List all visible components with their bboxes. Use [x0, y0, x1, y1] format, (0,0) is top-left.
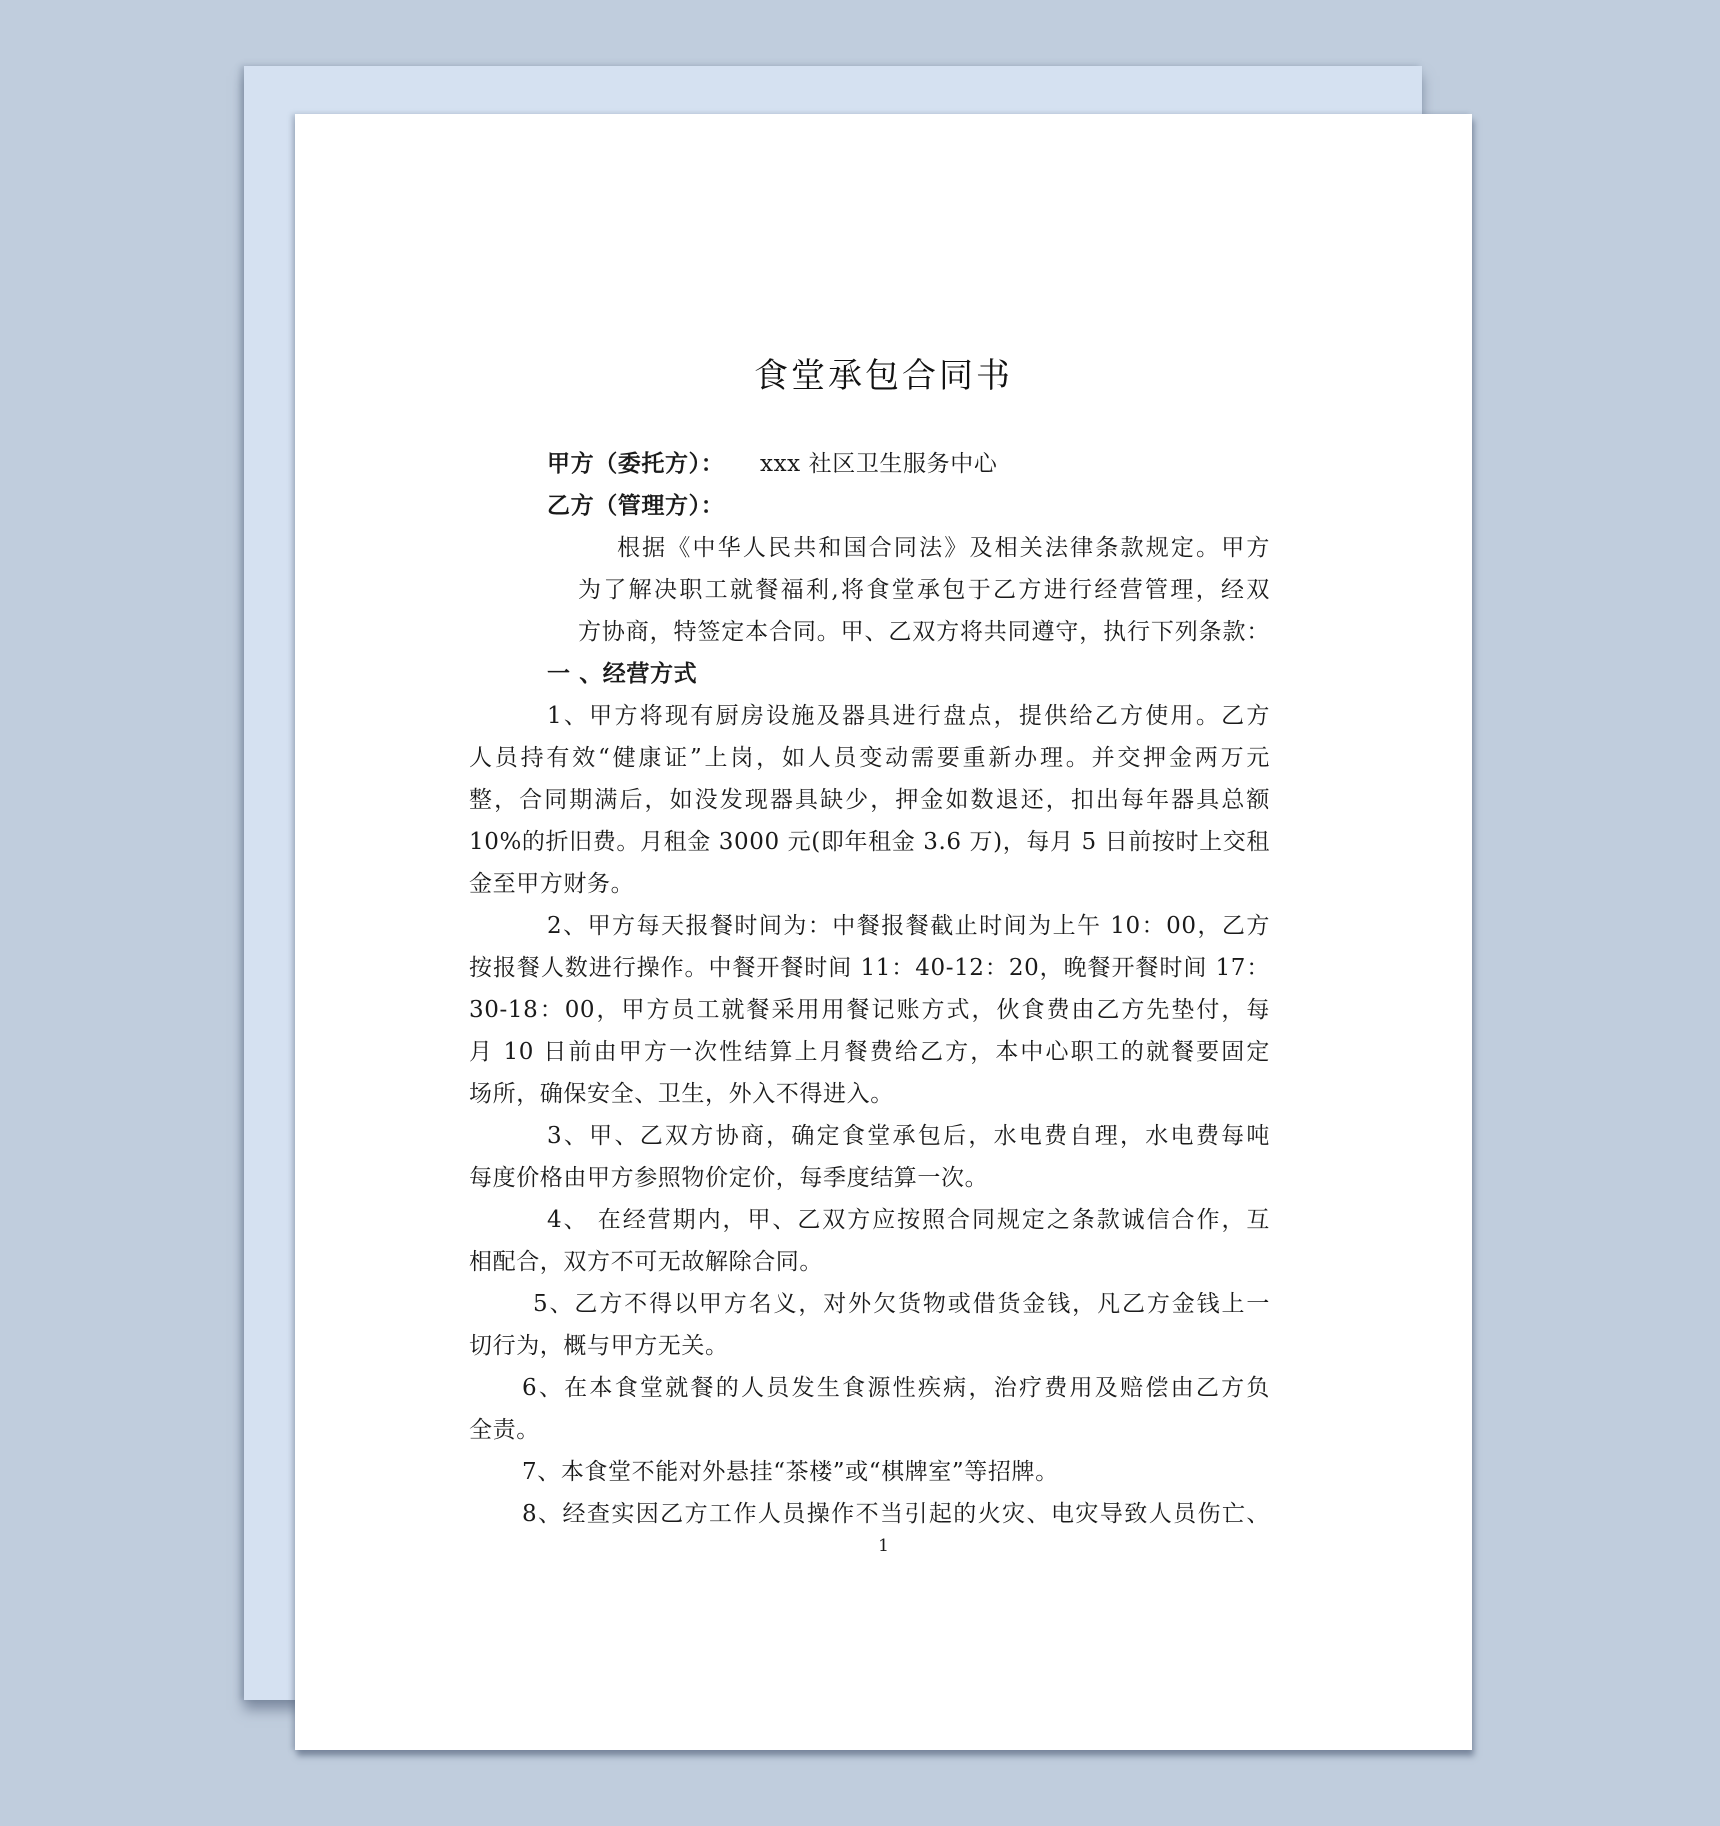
clause-line: 10%的折旧费。月租金 3000 元(即年租金 3.6 万)，每月 5 日前按时上交租: [469, 829, 1270, 855]
clause-line: 4、 在经营期内，甲、乙双方应按照合同规定之条款诚信合作，互: [547, 1207, 1270, 1233]
clause-line: 8、经查实因乙方工作人员操作不当引起的火灾、电灾导致人员伤亡、: [522, 1501, 1270, 1527]
clause-line: 金至甲方财务。: [469, 871, 635, 897]
clause-line: 月 10 日前由甲方一次性结算上月餐费给乙方，本中心职工的就餐要固定: [469, 1039, 1270, 1065]
clause-line: 30-18：00，甲方员工就餐采用用餐记账方式，伙食费由乙方先垫付，每: [469, 997, 1270, 1023]
document-page: [295, 114, 1472, 1750]
document-title: 食堂承包合同书: [754, 356, 1013, 396]
clause-line: 6、在本食堂就餐的人员发生食源性疾病，治疗费用及赔偿由乙方负: [522, 1375, 1270, 1401]
preamble-line: 方协商，特签定本合同。甲、乙双方将共同遵守，执行下列条款：: [578, 619, 1270, 645]
clause-line: 场所，确保安全、卫生，外入不得进入。: [469, 1081, 894, 1107]
clause-line: 7、本食堂不能对外悬挂“茶楼”或“棋牌室”等招牌。: [522, 1459, 1059, 1485]
clause-line: 1、甲方将现有厨房设施及器具进行盘点，提供给乙方使用。乙方: [547, 703, 1270, 729]
clause-line: 全责。: [469, 1417, 540, 1443]
clause-line: 2、甲方每天报餐时间为：中餐报餐截止时间为上午 10：00，乙方: [547, 913, 1270, 939]
clause-line: 5、乙方不得以甲方名义，对外欠货物或借货金钱，凡乙方金钱上一: [533, 1291, 1270, 1317]
clause-line: 每度价格由甲方参照物价定价，每季度结算一次。: [469, 1165, 989, 1191]
clause-line: 3、甲、乙双方协商，确定食堂承包后，水电费自理，水电费每吨: [547, 1123, 1270, 1149]
section-heading: 一 、经营方式: [547, 660, 698, 687]
preamble-line: 根据《中华人民共和国合同法》及相关法律条款规定。甲方: [617, 535, 1270, 561]
party-b-label: 乙方（管理方）：: [547, 492, 725, 519]
preamble-line: 为了解决职工就餐福利,将食堂承包于乙方进行经营管理，经双: [578, 577, 1270, 603]
clause-line: 相配合，双方不可无故解除合同。: [469, 1249, 823, 1275]
page-number: 1: [878, 1536, 889, 1556]
clause-line: 切行为，概与甲方无关。: [469, 1333, 729, 1359]
party-a-label: 甲方（委托方）：: [547, 450, 725, 477]
clause-line: 人员持有效“健康证”上岗，如人员变动需要重新办理。并交押金两万元: [469, 745, 1270, 771]
clause-line: 按报餐人数进行操作。中餐开餐时间 11：40-12：20，晚餐开餐时间 17：: [469, 955, 1270, 981]
clause-line: 整，合同期满后，如没发现器具缺少，押金如数退还，扣出每年器具总额: [469, 787, 1270, 813]
party-a-value: xxx 社区卫生服务中心: [760, 451, 998, 477]
